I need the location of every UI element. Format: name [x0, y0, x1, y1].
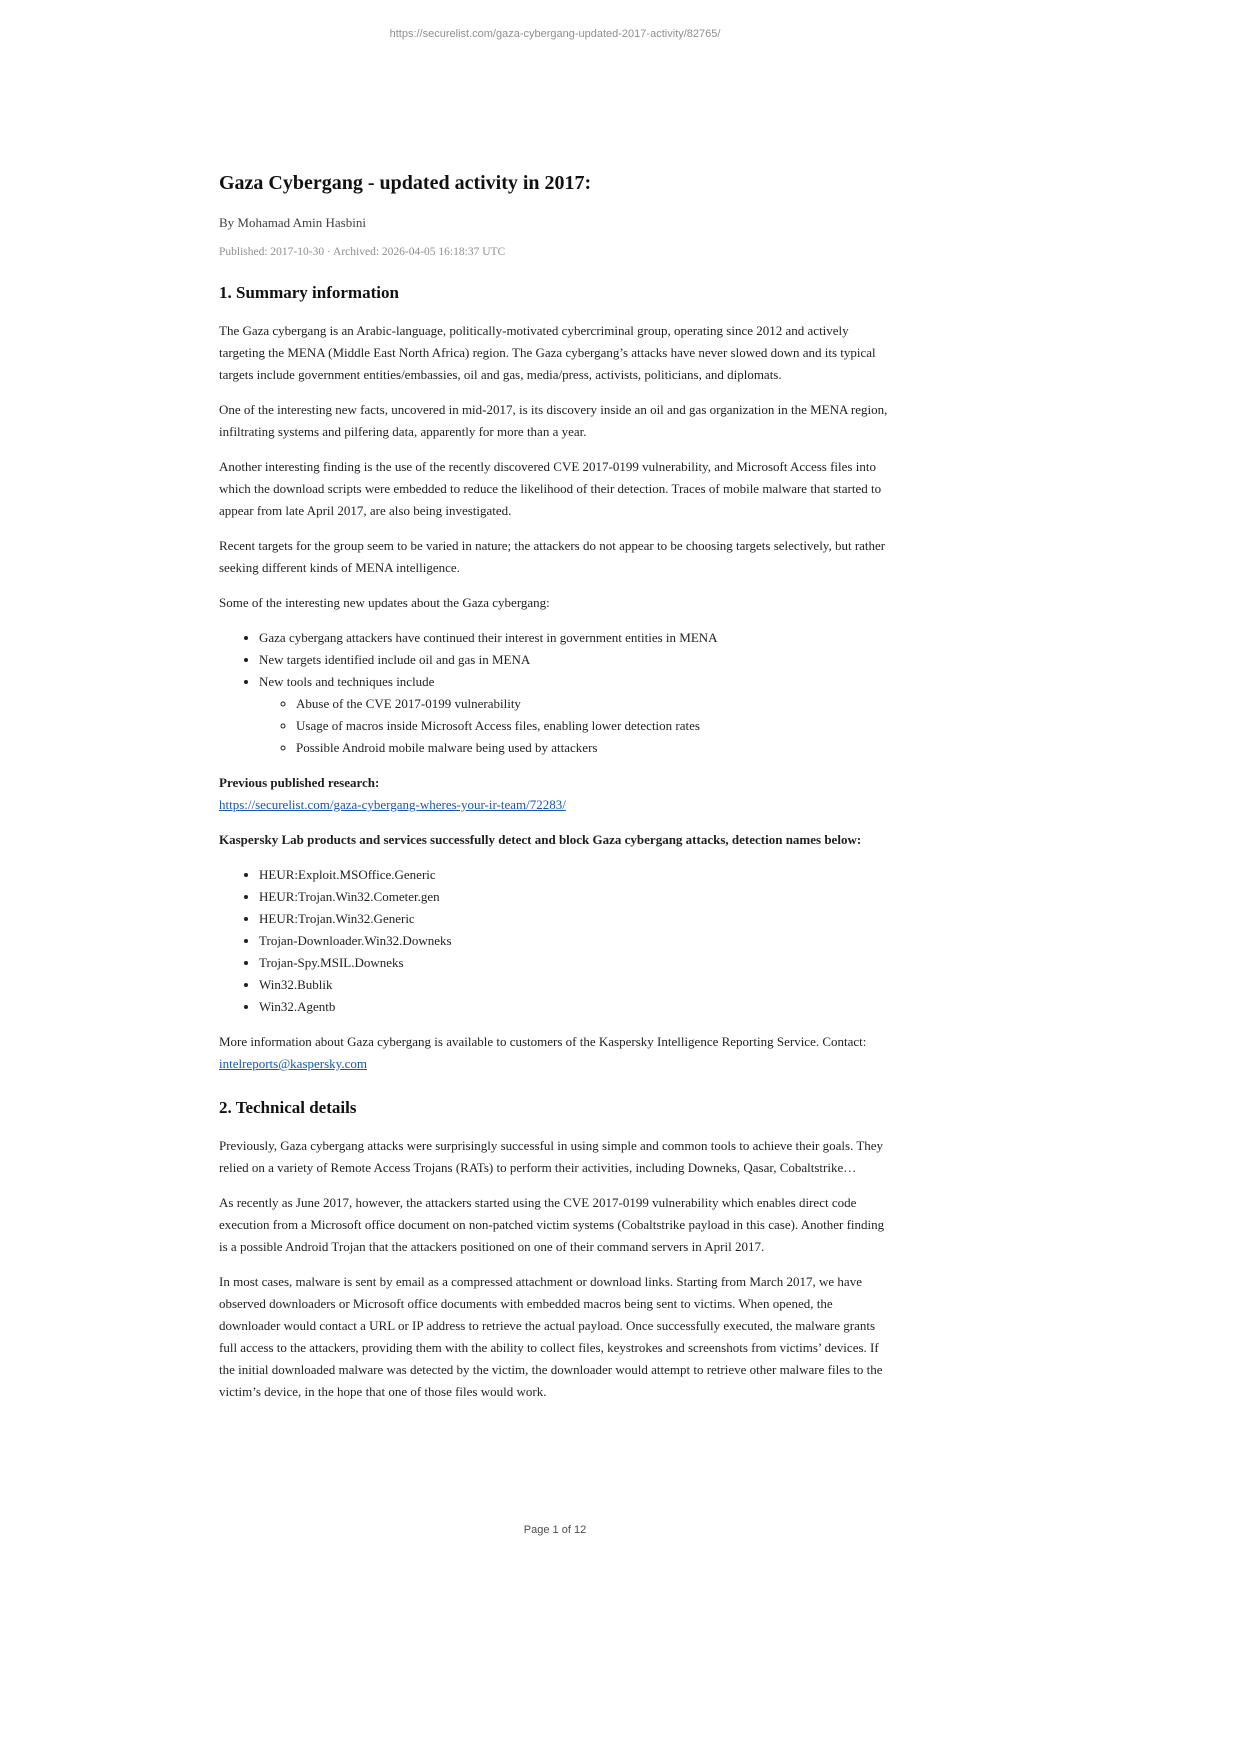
list-item: • Trojan-Spy.MSIL.Downeks: [259, 952, 891, 974]
list-item: • HEUR:Trojan.Win32.Generic: [259, 908, 891, 930]
list-item: ◦ Usage of macros inside Microsoft Access files, enabling lower detection rates: [296, 715, 891, 737]
published-meta: Published: 2017-10-30 · Archived: 2026-04-05 16:18:37 UTC: [219, 246, 506, 258]
paragraph: Another interesting finding is the use of the recently discovered CVE 2017-0199 vulnerability, and Microsoft Access files into which the download scripts were embedded to reduce the likelihood of their detection. Traces of mobile malware that started to appear from late April 2017, are also being investigated.: [219, 459, 882, 518]
list-item: • Gaza cybergang attackers have continued their interest in government entities in MENA: [259, 627, 891, 649]
paragraph: In most cases, malware is sent by email as a compressed attachment or download links. Starting from March 2017, we have observed downloaders or Microsoft office documents with embedded macros being sent to victims. When opened, the downloader would contact a URL or IP address to retrieve the actual payload. Once successfully executed, the malware grants full access to the attackers, providing them with the ability to collect files, keystrokes and screenshots from victims’ devices. If the initial downloaded malware was detected by the victim, the downloader would attempt to retrieve other malware files to the victim’s device, in the hope that one of those files would work.: [219, 1274, 883, 1399]
list-item: • Win32.Bublik: [259, 974, 891, 996]
paragraph: The Gaza cybergang is an Arabic-language, politically-motivated cybercriminal group, operating since 2012 and actively targeting the MENA (Middle East North Africa) region. The Gaza cybergang’s attacks have never slowed down and its typical targets include government entities/embassies, oil and gas, media/press, activists, politicians, and diplomats.: [219, 323, 876, 382]
list-item: • New targets identified include oil and gas in MENA: [259, 649, 891, 671]
paragraph: As recently as June 2017, however, the attackers started using the CVE 2017-0199 vulnerability which enables direct code execution from a Microsoft office document on non-patched victim systems (Cobaltstrike payload in this case). Another finding is a possible Android Trojan that the attackers positioned on one of their command servers in April 2017.: [219, 1195, 885, 1254]
list-item: • HEUR:Exploit.MSOffice.Generic: [259, 864, 891, 886]
print-header-url: https://securelist.com/gaza-cybergang-updated-2017-activity/82765/: [389, 28, 721, 40]
list-item: • Win32.Agentb: [259, 996, 891, 1018]
updates-list: [219, 627, 891, 759]
list-item: • HEUR:Trojan.Win32.Cometer.gen: [259, 886, 891, 908]
list-item: ◦ Abuse of the CVE 2017-0199 vulnerability: [296, 693, 891, 715]
paragraph: Previously, Gaza cybergang attacks were surprisingly successful in using simple and common tools to achieve their goals. They relied on a variety of Remote Access Trojans (RATs) to perform their activities, including Downeks, Qasar, Cobaltstrike…: [219, 1138, 884, 1175]
detections-list: [219, 864, 891, 1018]
list-item: [259, 671, 891, 759]
previous-research-label: Previous published research:: [219, 775, 380, 790]
contact-line: [219, 1053, 891, 1075]
more-info-line: More information about Gaza cybergang is available to customers of the Kaspersky Intelligence Reporting Service. Contact:: [219, 1034, 867, 1049]
list-item: • Trojan-Downloader.Win32.Downeks: [259, 930, 891, 952]
article-title: Gaza Cybergang - updated activity in 2017:: [219, 172, 592, 194]
list-item: ◦ Possible Android mobile malware being used by attackers: [296, 737, 891, 759]
previous-research-line: [219, 794, 891, 816]
previous-research-link[interactable]: https://securelist.com/gaza-cybergang-wheres-your-ir-team/72283/: [219, 797, 566, 812]
paragraph: Some of the interesting new updates about the Gaza cybergang:: [219, 595, 550, 610]
paragraph: Recent targets for the group seem to be varied in nature; the attackers do not appear to be choosing targets selectively, but rather seeking different kinds of MENA intelligence.: [219, 538, 886, 575]
section-heading-summary: 1. Summary information: [219, 283, 399, 302]
list-item-text: New tools and techniques include: [259, 674, 435, 689]
section-heading-technical: 2. Technical details: [219, 1098, 357, 1117]
page-number: Page 1 of 12: [523, 1524, 587, 1536]
contact-email-link[interactable]: intelreports@kaspersky.com: [219, 1056, 367, 1071]
article-content: [219, 170, 891, 1416]
detections-label: Kaspersky Lab products and services successfully detect and block Gaza cybergang attacks, detection names below:: [219, 832, 862, 847]
paragraph: One of the interesting new facts, uncovered in mid-2017, is its discovery inside an oil and gas organization in the MENA region, infiltrating systems and pilfering data, apparently for more than a year.: [219, 402, 888, 439]
byline: By Mohamad Amin Hasbini: [219, 215, 366, 230]
new-tools-sublist: [259, 693, 891, 759]
